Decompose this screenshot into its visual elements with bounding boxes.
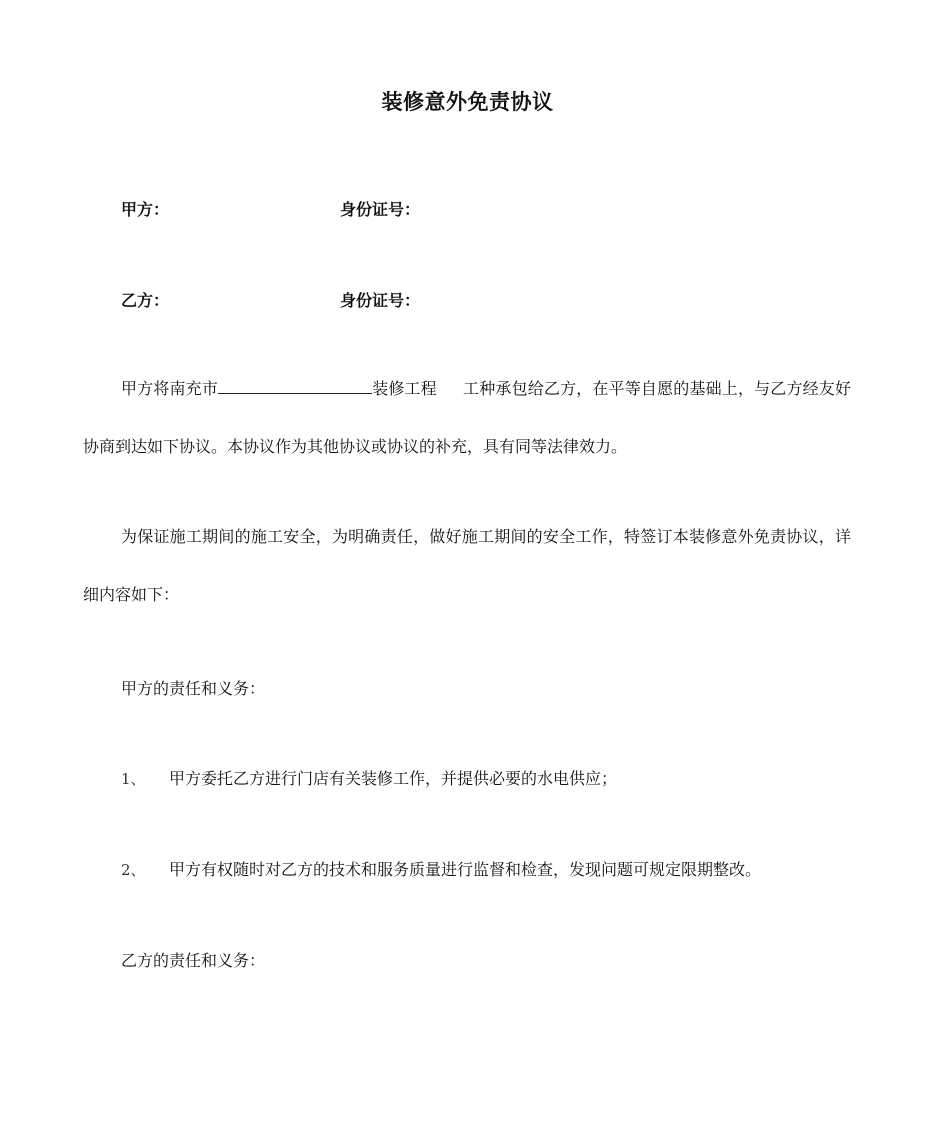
party-a-duty-item (121, 766, 617, 789)
party-b-duties-heading: 乙方的责任和义务： (121, 951, 266, 970)
party-a-duty-item (121, 857, 761, 880)
project-blank-line (218, 376, 372, 394)
purpose-paragraph: 为保证施工期间的施工安全，为明确责任，做好施工期间的安全工作，特签订本装修意外免责协议，详细内容如下： (83, 527, 851, 604)
list-item-text: 甲方委托乙方进行门店有关装修工作，并提供必要的水电供应； (169, 769, 618, 788)
intro-paragraph (83, 360, 851, 476)
party-b-label: 乙方： (121, 291, 170, 310)
list-number: 2、 (121, 861, 146, 879)
party-b-id-label: 身份证号： (340, 291, 421, 310)
intro-text-main: 工种承包给乙方，在平等自愿的基础上，与乙方经友好协商到达如下协议。本协议作为其他协议或协议的补充，具有同等法律效力。 (83, 379, 851, 456)
party-a-duties-heading: 甲方的责任和义务： (121, 679, 266, 698)
party-a-label: 甲方： (121, 200, 170, 219)
document-title: 装修意外免责协议 (381, 90, 554, 114)
list-item-text: 甲方有权随时对乙方的技术和服务质量进行监督和检查，发现问题可规定限期整改。 (169, 860, 762, 879)
party-a-id-label: 身份证号： (340, 200, 421, 219)
list-number: 1、 (121, 770, 146, 788)
intro-text-after-blank: 装修工程 (372, 379, 437, 398)
intro-text-before-blank: 甲方将南充市 (121, 379, 219, 398)
